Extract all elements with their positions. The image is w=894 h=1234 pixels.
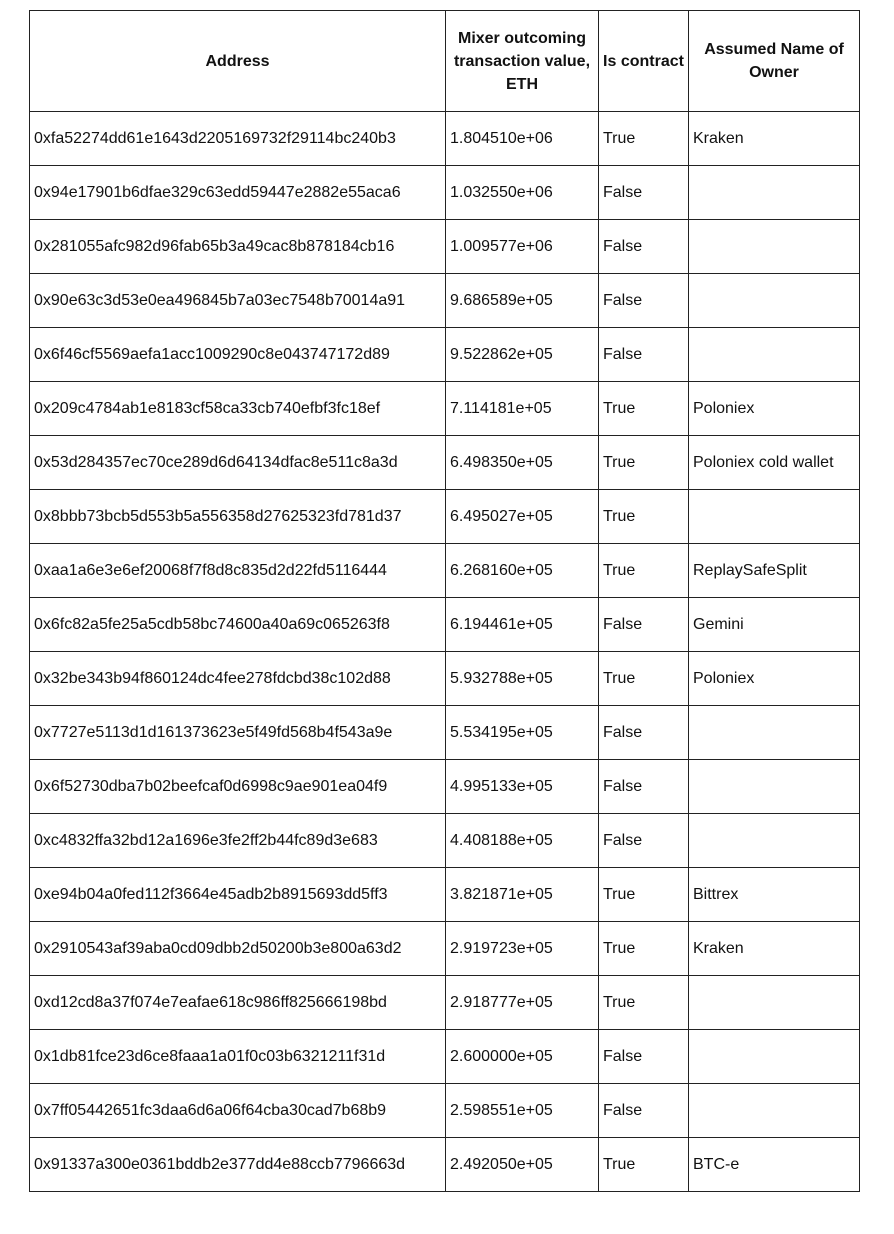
owner-cell — [689, 328, 860, 382]
is-contract-header: Is contract — [599, 11, 689, 112]
address-cell: 0x32be343b94f860124dc4fee278fdcbd38c102d88 — [30, 652, 446, 706]
is-contract-cell: True — [599, 436, 689, 490]
is-contract-cell: True — [599, 382, 689, 436]
table-row — [30, 1084, 860, 1138]
owner-cell — [689, 1084, 860, 1138]
owner-cell: Bittrex — [689, 868, 860, 922]
value-cell: 2.492050e+05 — [446, 1138, 599, 1192]
address-cell: 0x6fc82a5fe25a5cdb58bc74600a40a69c065263f8 — [30, 598, 446, 652]
value-cell: 9.522862e+05 — [446, 328, 599, 382]
table-row — [30, 652, 860, 706]
is-contract-cell: False — [599, 328, 689, 382]
owner-cell — [689, 760, 860, 814]
is-contract-cell: False — [599, 598, 689, 652]
is-contract-cell: True — [599, 112, 689, 166]
address-cell: 0x209c4784ab1e8183cf58ca33cb740efbf3fc18ef — [30, 382, 446, 436]
table-row — [30, 328, 860, 382]
owner-cell: Poloniex — [689, 652, 860, 706]
table-row — [30, 166, 860, 220]
address-cell: 0xaa1a6e3e6ef20068f7f8d8c835d2d22fd5116444 — [30, 544, 446, 598]
value-cell: 2.600000e+05 — [446, 1030, 599, 1084]
address-cell: 0x7ff05442651fc3daa6d6a06f64cba30cad7b68b9 — [30, 1084, 446, 1138]
value-cell: 3.821871e+05 — [446, 868, 599, 922]
address-cell: 0x7727e5113d1d161373623e5f49fd568b4f543a9e — [30, 706, 446, 760]
table-row — [30, 544, 860, 598]
owner-cell — [689, 274, 860, 328]
value-cell: 9.686589e+05 — [446, 274, 599, 328]
value-cell: 6.268160e+05 — [446, 544, 599, 598]
value-cell: 4.995133e+05 — [446, 760, 599, 814]
address-header: Address — [30, 11, 446, 112]
value-cell: 5.534195e+05 — [446, 706, 599, 760]
address-cell: 0x8bbb73bcb5d553b5a556358d27625323fd781d37 — [30, 490, 446, 544]
value-cell: 2.918777e+05 — [446, 976, 599, 1030]
value-cell: 5.932788e+05 — [446, 652, 599, 706]
table-row — [30, 490, 860, 544]
address-cell: 0x2910543af39aba0cd09dbb2d50200b3e800a63d2 — [30, 922, 446, 976]
address-cell: 0x1db81fce23d6ce8faaa1a01f0c03b6321211f31d — [30, 1030, 446, 1084]
is-contract-cell: True — [599, 652, 689, 706]
table-row — [30, 220, 860, 274]
owner-cell — [689, 814, 860, 868]
table-row — [30, 382, 860, 436]
is-contract-cell: True — [599, 976, 689, 1030]
is-contract-cell: False — [599, 220, 689, 274]
owner-cell — [689, 706, 860, 760]
is-contract-cell: False — [599, 814, 689, 868]
is-contract-cell: True — [599, 922, 689, 976]
is-contract-cell: True — [599, 490, 689, 544]
address-cell: 0xfa52274dd61e1643d2205169732f29114bc240b3 — [30, 112, 446, 166]
table-row — [30, 274, 860, 328]
table-row — [30, 112, 860, 166]
address-cell: 0x53d284357ec70ce289d6d64134dfac8e511c8a3d — [30, 436, 446, 490]
value-cell: 2.919723e+05 — [446, 922, 599, 976]
address-cell: 0xe94b04a0fed112f3664e45adb2b8915693dd5ff3 — [30, 868, 446, 922]
is-contract-cell: False — [599, 1084, 689, 1138]
address-cell: 0x6f46cf5569aefa1acc1009290c8e043747172d89 — [30, 328, 446, 382]
is-contract-cell: False — [599, 760, 689, 814]
owner-cell: Poloniex — [689, 382, 860, 436]
is-contract-cell: False — [599, 274, 689, 328]
owner-cell: Poloniex cold wallet — [689, 436, 860, 490]
address-cell: 0xd12cd8a37f074e7eafae618c986ff825666198bd — [30, 976, 446, 1030]
value-cell: 6.194461e+05 — [446, 598, 599, 652]
address-cell: 0x94e17901b6dfae329c63edd59447e2882e55aca6 — [30, 166, 446, 220]
address-cell: 0x90e63c3d53e0ea496845b7a03ec7548b70014a91 — [30, 274, 446, 328]
owner-cell — [689, 490, 860, 544]
mixer-transactions-table — [29, 10, 860, 1192]
value-cell: 6.495027e+05 — [446, 490, 599, 544]
value-cell: 7.114181e+05 — [446, 382, 599, 436]
is-contract-cell: True — [599, 1138, 689, 1192]
owner-cell: Kraken — [689, 922, 860, 976]
owner-cell — [689, 1030, 860, 1084]
address-cell: 0x6f52730dba7b02beefcaf0d6998c9ae901ea04f9 — [30, 760, 446, 814]
value-cell: 2.598551e+05 — [446, 1084, 599, 1138]
is-contract-cell: True — [599, 868, 689, 922]
value-cell: 4.408188e+05 — [446, 814, 599, 868]
address-cell: 0xc4832ffa32bd12a1696e3fe2ff2b44fc89d3e683 — [30, 814, 446, 868]
owner-cell — [689, 220, 860, 274]
owner-cell: Kraken — [689, 112, 860, 166]
address-cell: 0x281055afc982d96fab65b3a49cac8b878184cb16 — [30, 220, 446, 274]
table-row — [30, 976, 860, 1030]
table-row — [30, 1030, 860, 1084]
owner-cell: ReplaySafeSplit — [689, 544, 860, 598]
header-row — [30, 11, 860, 112]
owner-cell: Gemini — [689, 598, 860, 652]
value-cell: 1.804510e+06 — [446, 112, 599, 166]
is-contract-cell: False — [599, 1030, 689, 1084]
table-row — [30, 868, 860, 922]
owner-cell: BTC-e — [689, 1138, 860, 1192]
owner-cell — [689, 166, 860, 220]
table-row — [30, 598, 860, 652]
value-cell: 1.032550e+06 — [446, 166, 599, 220]
value-header: Mixer outcoming transaction value, ETH — [446, 11, 599, 112]
table-row — [30, 760, 860, 814]
table-row — [30, 1138, 860, 1192]
value-cell: 1.009577e+06 — [446, 220, 599, 274]
table-row — [30, 814, 860, 868]
table-row — [30, 922, 860, 976]
is-contract-cell: True — [599, 544, 689, 598]
is-contract-cell: False — [599, 166, 689, 220]
address-cell: 0x91337a300e0361bddb2e377dd4e88ccb7796663d — [30, 1138, 446, 1192]
is-contract-cell: False — [599, 706, 689, 760]
owner-header: Assumed Name of Owner — [689, 11, 860, 112]
table-row — [30, 436, 860, 490]
value-cell: 6.498350e+05 — [446, 436, 599, 490]
table-row — [30, 706, 860, 760]
owner-cell — [689, 976, 860, 1030]
